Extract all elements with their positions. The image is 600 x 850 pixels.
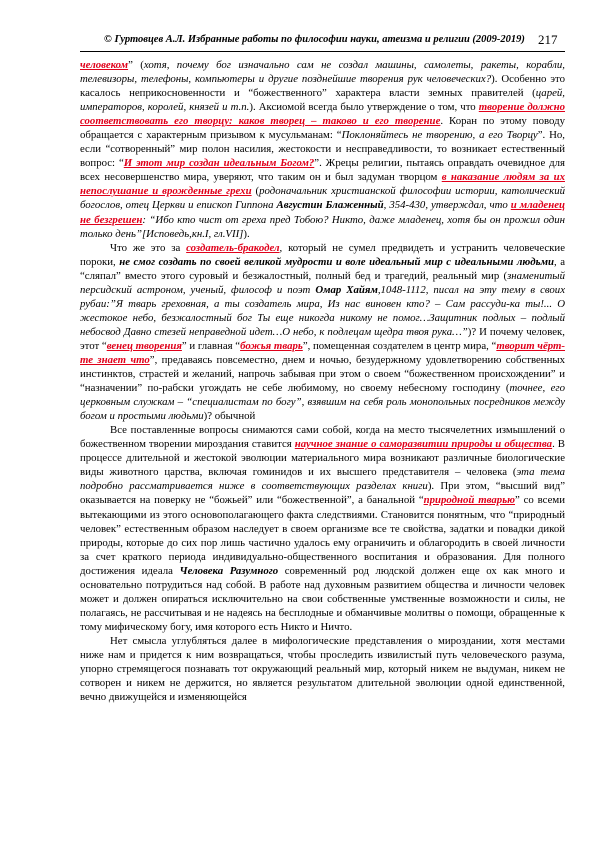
text-run: , который не сумел предвидеть и устранить человеческие пороки, — [80, 241, 565, 268]
paragraph-2 — [80, 241, 565, 424]
text-run: и младенец не безгрешен — [80, 199, 566, 226]
page-number: 217 — [538, 32, 558, 47]
text-run: ” со всеми вытекающими из этого основополагающего факта следствиями. Становится понятным, что “природный человек” естественным образом наследует в своем организме все те свойства, задатки и повадки дикой природы, которые до сих пор лишь частично удалось ему ограничить и облагородить в своей личности за счет краткого периода индивидуально-общественного воспитания и образования. Для полного достижения идеала — [80, 494, 565, 577]
paragraph-3 — [80, 423, 565, 634]
text-run: ). При этом, “высший вид” оказывается на поверку не “божьей” или “божественной”, а банальной “ — [80, 480, 565, 507]
text-run: творит чёрт-те знает что — [80, 339, 566, 366]
text-run: природной тварью — [423, 494, 516, 507]
text-run: )? обычной — [203, 410, 256, 423]
text-run: Августин Блаженный — [276, 199, 384, 212]
text-run: ” ( — [128, 59, 144, 71]
text-run: царей, императоров, королей, князей и т.п. — [80, 87, 565, 114]
text-run: ). Особенно это касалось неприкосновенности и “божественного” характера власти земных правителей ( — [80, 73, 565, 100]
text-run: ”, предаваясь повсеместно, днем и ночью, безудержному удовлетворению собственных инстинктов, страстей и желаний, напрочь забывая при этом о своем “божественном происхождении” и “назначении” по-рабски угождать не себе любимому, но своему небесному господину ( — [80, 353, 565, 395]
text-run: эта тема подробно рассматривается ниже в соответствующих разделах книги — [80, 466, 565, 493]
text-run: ,1048-1112, писал на эту тему в своих рубаи:”Я тварь греховная, а ты создатель мира, Из нас виновен кто? – Сам рассуди-ка ты!... О жестокое небо, безжалостный бог Ты еще никогда никому не помог…Защитник подлых – подлый небосвод Давно стезей неправедной идет…О небо, к подлецам щедра твоя рука…” — [80, 283, 565, 338]
text-run: знаменитый персидский астроном, ученый, философ и поэт — [80, 269, 565, 296]
text-run: ”. Но, если “сотворенный” мир полон насилия, жестокости и несправедливости, то возникает естественный вопрос: “ — [80, 129, 565, 170]
text-run: не смог создать по своей великой мудрости и воле идеальный мир с идеальными людьми — [119, 255, 554, 268]
text-run: создатель-бракодел — [186, 241, 280, 254]
text-run: ( — [251, 185, 260, 198]
text-run: родоначальник христианской философии истории, католический богослов, отец Церкви и епископ Гиппона — [80, 185, 566, 212]
text-run: ”, помещенная создателем в центр мира, “ — [302, 339, 497, 352]
paragraph-4 — [80, 634, 565, 704]
text-run: ”. Жрецы религии, пытаясь оправдать очевидное для всех несовершенство мира, уверяют, что таким он и был задуман творцом — [80, 157, 565, 184]
text-run: Поклоняйтесь не творению, а его Творцу — [341, 129, 538, 142]
text-run: И этот мир создан идеальным Богом? — [123, 157, 315, 170]
text-run: научное знание о саморазвитии природы и общества — [294, 438, 553, 451]
page-header — [0, 34, 600, 52]
text-run: ). Аксиомой всегда было утверждение о том, что — [249, 101, 479, 114]
paragraph-1 — [80, 58, 565, 241]
text-run: Что же это за — [110, 241, 187, 254]
text-run: хотя, почему бог изначально сам не создал машины, самолеты, ракеты, корабли, телевизоры, телефоны, компьютеры и другие позднейшие творения рук человеческих? — [80, 59, 565, 86]
text-run: точнее, его церковным служкам – “специалистам по богу”, взявшим на себя роль монопольных посредников между богом и простыми людьми — [80, 382, 565, 423]
body-text — [80, 58, 565, 704]
text-run: Человека Разумного — [179, 564, 279, 577]
text-run: : “Ибо кто чист от греха пред Тобою? Никто, даже младенец, хотя бы он прожил один только день”[Исповедь,кн.I, гл.VII] — [80, 213, 565, 240]
text-run: , а “сляпал” вместо этого суровый и безжалостный, полный бед и трагедий, реальный мир ( — [80, 255, 565, 282]
text-run: человеком — [80, 59, 129, 71]
text-run: венец творения — [106, 339, 182, 352]
text-run: Нет смысла углубляться далее в мифологические представления о мироздании, хотя местами ниже нам и придется к ним возвращаться, чтобы проследить извилистый путь человеческого разума, упорно стремящегося познавать тот окружающий реальный мир, который никем не выдуман, никем не сотворен и никем не держится, но является результатом длительной эволюции одной единственной, вечно движущейся и изменяющейся — [80, 634, 565, 704]
header-rule — [80, 51, 565, 52]
text-run: творение должно соответствовать его творцу: каков творец – таково и его творение — [80, 101, 566, 128]
text-run: божья тварь — [240, 339, 303, 352]
text-run: . Коран по этому поводу обращается с характерным призывом к мусульманам: “ — [80, 115, 565, 142]
text-run: современный род людской должен еще ох как много и основательно потрудиться над собой. В работе над духовным развитием общества и личности человек может и должен опираться исключительно на свои собственные умственные возможности и силы, не полагаясь, не рассчитывая и не надеясь на бесплодные и обманчивые молитвы о помощи, обращенные к тому мифическому богу, имя которого есть Никто и Ничто. — [80, 564, 565, 633]
text-run: , 354-430, утверждал, что — [383, 199, 511, 212]
text-run: в наказание людям за их непослушание и врожденные грехи — [80, 171, 565, 198]
text-run: ). — [243, 227, 250, 240]
header-title: © Гуртовцев А.Л. Избранные работы по философии науки, атеизма и религии (2009-2019) — [104, 34, 525, 45]
text-run: Омар Хайям — [315, 283, 378, 296]
text-run: )? И почему человек, этот “ — [80, 325, 565, 352]
text-run: Все поставленные вопросы снимаются сами собой, когда на место тысячелетних измышлений о божественном творении мироздания ставится — [80, 424, 565, 451]
text-run: ” и главная “ — [181, 339, 241, 352]
text-run: . В процессе длительной и жестокой эволюции материального мира возникают различные биологические виды животного царства, включая гоминидов и их высшего представителя – человека ( — [80, 438, 565, 479]
